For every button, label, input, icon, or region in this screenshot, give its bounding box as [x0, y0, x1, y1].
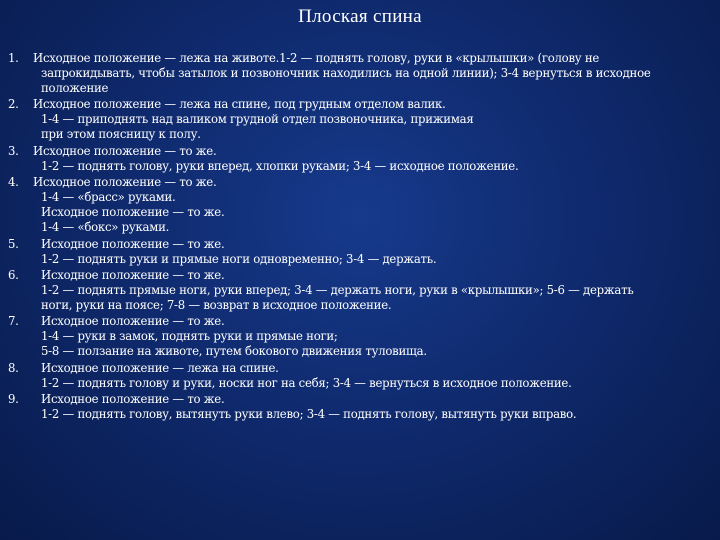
list-item: [8, 175, 716, 235]
item-line: Исходное положение — то же.: [41, 267, 225, 282]
item-number: 6.: [8, 267, 19, 282]
list-item: [8, 268, 716, 313]
item-line: при этом поясницу к полу.: [41, 127, 201, 142]
list-item: [8, 51, 716, 96]
item-line: Исходное положение — то же.: [33, 175, 217, 190]
item-number: 7.: [8, 314, 19, 329]
item-line: 1-4 — приподнять над валиком грудной отдел позвоночника, прижимая: [41, 112, 474, 127]
item-line: Исходное положение — лежа на спине.: [41, 360, 279, 375]
item-number: 4.: [8, 175, 19, 190]
item-line: запрокидывать, чтобы затылок и позвоночник находились на одной линии); 3-4 вернуться в исходное: [41, 66, 651, 80]
item-number: 3.: [8, 143, 19, 158]
item-line: Исходное положение — то же.: [33, 143, 217, 158]
item-line: Исходное положение — то же.: [41, 392, 225, 407]
item-number: 9.: [8, 392, 19, 407]
slide-title: Плоская спина: [298, 6, 422, 27]
item-line: 1-2 — поднять голову, вытянуть руки влево; 3-4 — поднять голову, вытянуть руки вправо.: [41, 407, 577, 422]
item-line: Исходное положение — то же.: [41, 314, 225, 329]
list-item: [8, 314, 716, 359]
item-line: 1-4 — «брасс» руками.: [41, 190, 176, 205]
list-item: [8, 361, 716, 391]
list-item: [8, 97, 716, 142]
list-item: [8, 144, 716, 174]
list-item: [8, 392, 716, 422]
item-line: 1-2 — поднять руки и прямые ноги одновременно; 3-4 — держать.: [41, 251, 437, 266]
item-number: 5.: [8, 236, 19, 251]
item-line: 1-4 — «бокс» руками.: [41, 220, 170, 235]
item-line: 1-4 — руки в замок, поднять руки и прямые ноги;: [41, 329, 338, 344]
item-number: 2.: [8, 97, 19, 112]
item-line: ноги, руки на поясе; 7-8 — возврат в исходное положение.: [41, 297, 392, 312]
item-line: Исходное положение — то же.: [41, 236, 225, 251]
item-line: 1-2 — поднять голову и руки, носки ног на себя; 3-4 — вернуться в исходное положение.: [41, 375, 572, 390]
item-number: 8.: [8, 360, 19, 375]
exercise-list: [8, 51, 716, 424]
list-item: [8, 237, 716, 267]
item-line: положение: [41, 81, 109, 95]
item-number: 1.: [8, 51, 19, 65]
item-line: Исходное положение — лежа на спине, под грудным отделом валик.: [33, 97, 446, 112]
item-line: Исходное положение — то же.: [41, 205, 225, 220]
item-line: 1-2 — поднять голову, руки вперед, хлопки руками; 3-4 — исходное положение.: [41, 158, 519, 173]
item-line: Исходное положение — лежа на животе.1-2 — поднять голову, руки в «крылышки» (голову не: [33, 51, 600, 65]
item-line: 1-2 — поднять прямые ноги, руки вперед; 3-4 — держать ноги, руки в «крылышки»; 5-6 — держать: [41, 282, 634, 297]
item-line: 5-8 — ползание на животе, путем бокового движения туловища.: [41, 344, 427, 359]
